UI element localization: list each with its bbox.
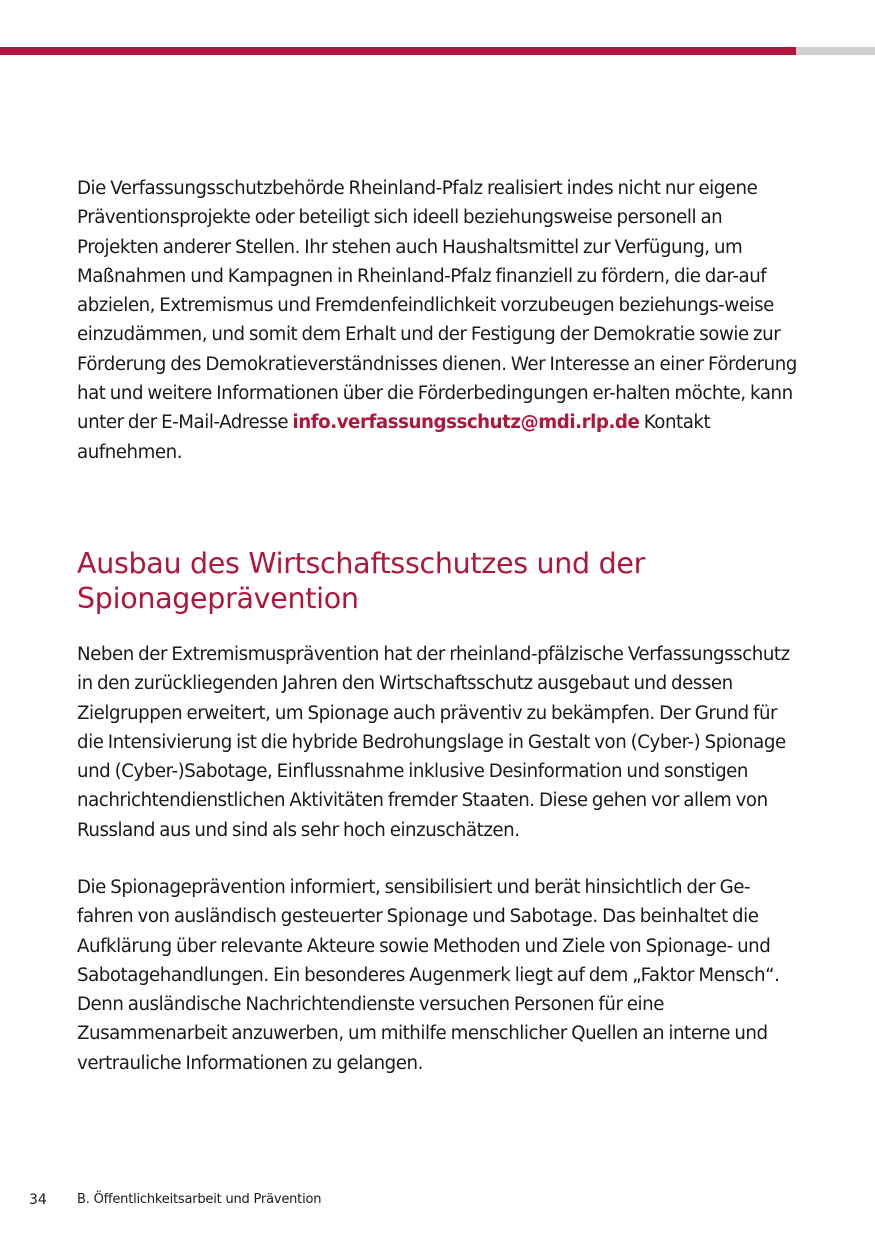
intro-text: Die Verfassungsschutzbehörde Rheinland-Pfalz realisiert indes nicht nur eigene Präventionsprojekte oder beteiligt sich ideell beziehungsweise personell an Projekten anderer Stellen. Ihr stehen auch Haushaltsmittel zur Verfügung, um Maßnahmen und Kampagnen in Rheinland-Pfalz finanziell zu fördern, die dar-auf abzielen, Extremismus und Fremdenfeindlichkeit vorzubeugen beziehungs-weise einzudämmen, und somit dem Erhalt und der Festigung der Demokratie sowie zur Förderung des Demokratieverständnisses dienen. Wer Interesse an einer Förderung hat und weitere Informationen über die Förderbedingungen er-halten möchte, kann unter der E-Mail-Adresse — [77, 178, 797, 434]
section-paragraph: Die Spionageprävention informiert, sensibilisiert und berät hinsichtlich der Ge-fahren von ausländisch gesteuerter Spionage und Sabotage. Das beinhaltet die Aufklärung über relevante Akteure sowie Methoden und Ziele von Spionage- und Sabotagehandlungen. Ein besonderes Augenmerk liegt auf dem „Faktor Mensch“. Denn ausländische Nachrichtendienste versuchen Personen für eine Zusammenarbeit anzuwerben, um mithilfe menschlicher Quellen an interne und vertrauliche Informationen zu gelangen. — [77, 877, 780, 1074]
chapter-label: B. Öffentlichkeitsarbeit und Prävention — [77, 1192, 322, 1207]
section-heading: Ausbau des Wirtschaftsschutzes und der Spionageprävention — [77, 547, 646, 615]
page-footer — [0, 1191, 875, 1211]
section-paragraph: Neben der Extremismusprävention hat der rheinland-pfälzische Verfassungsschutz in den zurückliegenden Jahren den Wirtschaftsschutz ausgebaut und dessen Zielgruppen erweitert, um Spionage auch präventiv zu bekämpfen. Der Grund für die Intensivierung ist die hybride Bedrohungslage in Gestalt von (Cyber-) Spionage und (Cyber-)Sabotage, Einflussnahme inklusive Desinformation und sonstigen nachrichtendienstlichen Aktivitäten fremder Staaten. Diese gehen vor allem von Russland aus und sind als sehr hoch einzuschätzen. — [77, 644, 790, 841]
intro-paragraph — [77, 174, 797, 467]
header-grey-bar — [796, 47, 875, 55]
page-number: 34 — [29, 1192, 47, 1208]
header-accent-bar — [0, 47, 796, 55]
intro-text-end: Kontakt aufnehmen. — [77, 412, 711, 463]
email-link[interactable]: info.verfassungsschutz@mdi.rlp.de — [292, 412, 640, 434]
